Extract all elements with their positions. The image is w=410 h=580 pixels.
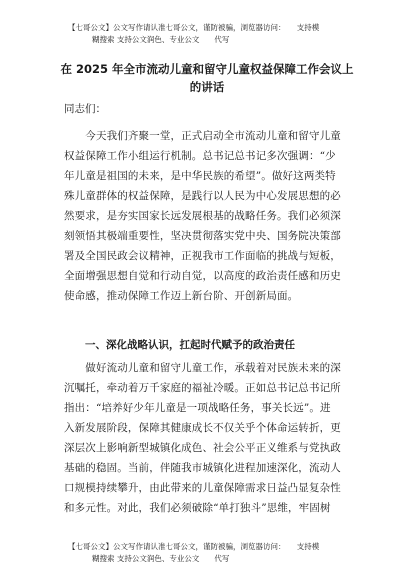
footer-watermark-banner xyxy=(68,541,358,565)
header-banner-line-1: 【七哥公文】公文写作请认准七哥公文，谨防被骗，浏览器访问： 支持模 xyxy=(68,23,320,32)
paragraph-2 xyxy=(64,358,352,518)
footer-banner-line-2: 糊搜索 支持公文润色、专业公文 代写 xyxy=(92,554,230,563)
footer-banner-line-1: 【七哥公文】公文写作请认准七哥公文，谨防被骗，浏览器访问： 支持模 xyxy=(68,542,320,551)
paragraph-1-line: 殊儿童群体的权益保障，是践行以人民为中心发展思想的必 xyxy=(64,190,341,202)
paragraph-2-line: 和多元性。对此，我们必须破除“单打独斗”思维，牢固树 xyxy=(64,502,331,514)
paragraph-2-line: 沉嘱托，牵动着万千家庭的福祉冷暖。正如总书记总书记所 xyxy=(64,382,341,394)
paragraph-1-line: 署及全国民政会议精神，正视我市工作面临的挑战与短板， xyxy=(64,250,341,262)
header-banner-line-2: 糊搜索 支持公文润色、专业公文 代写 xyxy=(92,35,230,44)
document-title: 在 2025 年全市流动儿童和留守儿童权益保障工作会议上的讲话 xyxy=(60,62,354,94)
paragraph-2-line: 深层次上影响新型城镇化成色、社会公平正义维系与党执政 xyxy=(64,442,341,454)
paragraph-1-line: 全面增强思想自觉和行动自觉，以高度的政治责任感和历史 xyxy=(64,270,341,282)
salutation: 同志们： xyxy=(64,103,106,115)
paragraph-2-line: 做好流动儿童和留守儿童工作，承载着对民族未来的深 xyxy=(64,362,341,374)
paragraph-1-line: 年儿童是祖国的未来，是中华民族的希望”。做好这两类特 xyxy=(64,170,336,182)
paragraph-2-line: 入新发展阶段，保障其健康成长不仅关乎个体命运转折，更 xyxy=(64,422,341,434)
header-watermark-banner xyxy=(68,22,358,46)
paragraph-1-line: 使命感，推动保障工作迈上新台阶、开创新局面。 xyxy=(64,290,299,302)
paragraph-2-line: 口规模持续攀升，由此带来的儿童保障需求日益凸显复杂性 xyxy=(64,482,341,494)
section-1-heading: 一、深化战略认识，扛起时代赋予的政治责任 xyxy=(64,339,295,351)
paragraph-1-line: 权益保障工作小组运行机制。总书记总书记多次强调：“少 xyxy=(64,150,336,162)
paragraph-1-line: 刻领悟其极端重要性，坚决贯彻落实党中央、国务院决策部 xyxy=(64,230,341,242)
paragraph-2-line: 指出：“培养好少年儿童是一项战略任务，事关长远”。进 xyxy=(64,402,331,414)
paragraph-1-line: 今天我们齐聚一堂，正式启动全市流动儿童和留守儿童 xyxy=(64,130,341,142)
paragraph-2-line: 基础的稳固。当前，伴随我市城镇化进程加速深化，流动人 xyxy=(64,462,341,474)
paragraph-1-line: 然要求，是夯实国家长远发展根基的战略任务。我们必须深 xyxy=(64,210,341,222)
paragraph-1 xyxy=(64,126,352,306)
